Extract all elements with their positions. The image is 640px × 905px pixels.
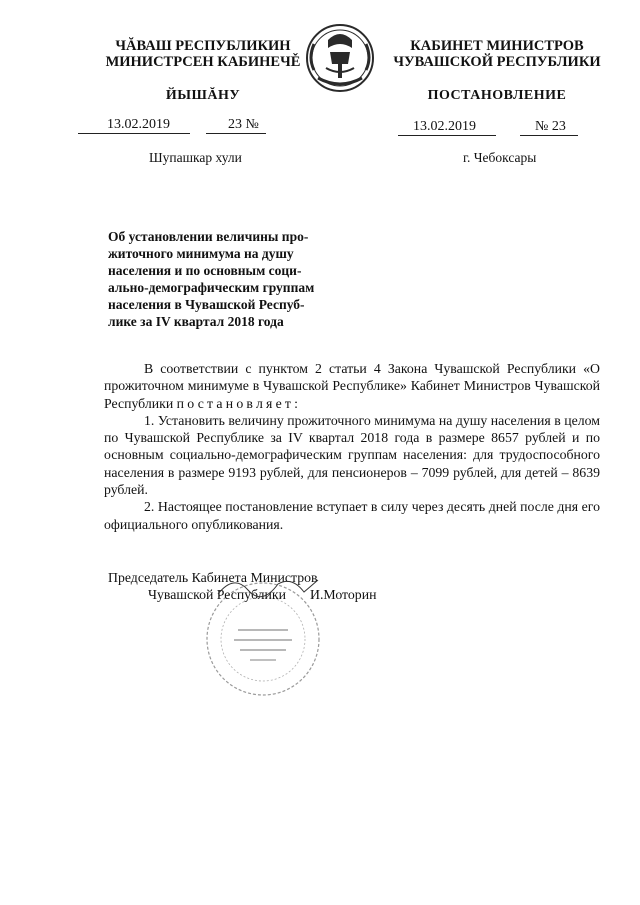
intro-text: В соответствии с пунктом 2 статьи 4 Закона Чувашской Республики «О прожиточном минимуме в Чувашской Республике» Кабинет Министров Чувашской Республики [104,361,600,411]
coat-of-arms-emblem [300,18,380,98]
title-line: Об установлении величины про- [108,229,309,244]
right-date: 13.02.2019 [413,119,476,134]
right-number-underline [520,135,578,136]
right-header [388,38,606,70]
signature-title-line1: Председатель Кабинета Министров [108,570,318,585]
right-city: г. Чебоксары [463,150,537,165]
right-date-underline [398,135,496,136]
signatory-name: И.Моторин [310,587,377,602]
right-doc-type: ПОСТАНОВЛЕНИЕ [427,88,567,103]
left-header-line2: МИНИСТРСЕН КАБИНЕЧĚ [105,54,301,70]
left-header-line1: ЧĂВАШ РЕСПУБЛИКИН [115,38,291,54]
right-number: № 23 [535,119,566,134]
right-header-line1: КАБИНЕТ МИНИСТРОВ [410,38,584,54]
document-title [108,228,338,330]
document-body [104,360,600,533]
title-line: житочного минимума на душу [108,246,294,261]
left-date-underline [78,133,190,134]
intro-paragraph [104,360,600,412]
right-header-line2: ЧУВАШСКОЙ РЕСПУБЛИКИ [393,54,601,70]
title-line: ально-демографическим группам [108,280,315,295]
item-2-paragraph: 2. Настоящее постановление вступает в силу через десять дней после дня его официального опубликования. [104,499,600,532]
signature-title-line2: Чувашской Республики [148,587,287,602]
left-number-underline [206,133,266,134]
item-1-paragraph: 1. Установить величину прожиточного минимума на душу населения в целом по Чувашской Республике за IV квартал 2018 года в размере 8657 рублей и по основным социально-демографическим группам населения: для трудоспособного населения в размере 9193 рублей, для пенсионеров – 7099 рублей, для детей – 8639 рублей. [104,412,600,498]
title-line: лике за IV квартал 2018 года [108,314,284,329]
left-header [98,38,308,70]
title-line: населения и по основным соци- [108,263,302,278]
left-number: 23 № [228,117,259,132]
handwritten-signature [214,572,334,602]
left-doc-type: ЙЫШĂНУ [165,88,241,103]
left-date: 13.02.2019 [107,117,170,132]
left-city: Шупашкар хули [149,150,242,165]
resolves-text: постановляет: [176,395,302,411]
title-line: населения в Чувашской Респуб- [108,297,305,312]
